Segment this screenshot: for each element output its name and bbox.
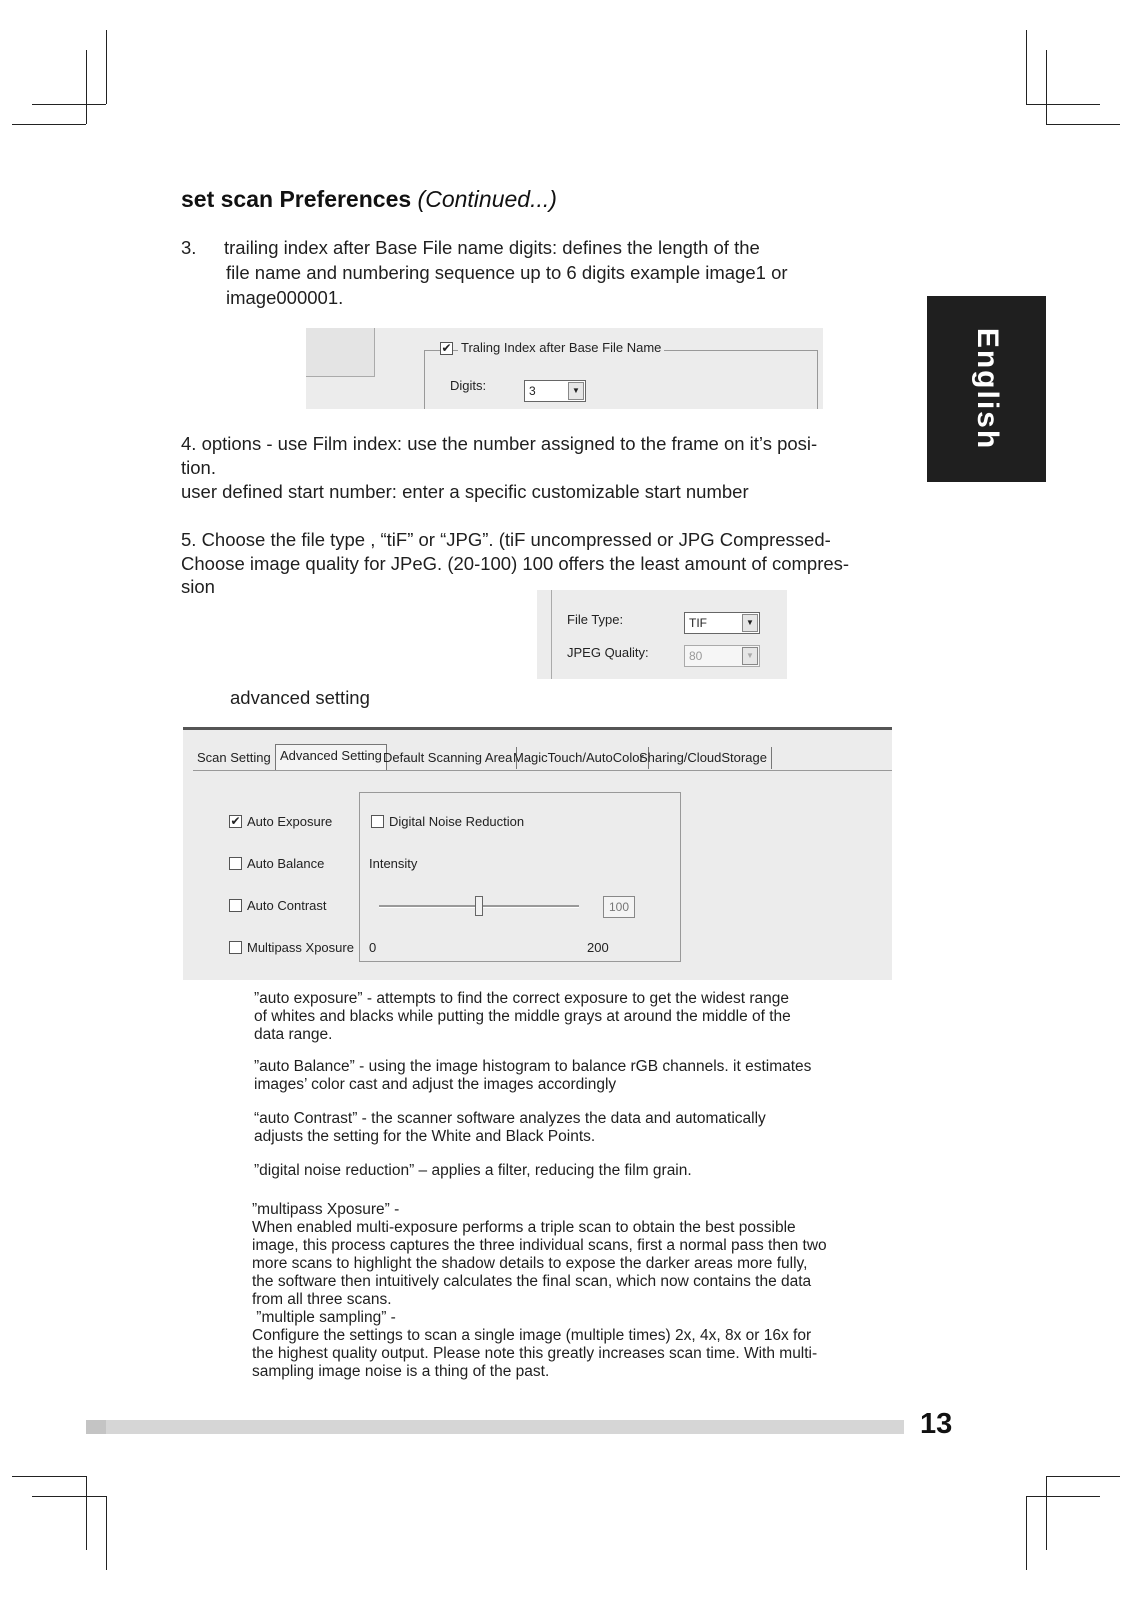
item4-line2: tion.	[181, 457, 216, 478]
desc-line: data range.	[254, 1026, 333, 1043]
desc-line: images’ color cast and adjust the images accordingly	[254, 1076, 617, 1093]
footer-bar	[86, 1420, 904, 1434]
auto-exposure-checkbox[interactable]: ✔	[230, 814, 241, 828]
left-panel	[306, 328, 375, 377]
desc-line: the software then intuitively calculates the final scan, which now contains the data	[252, 1273, 812, 1290]
jpeg-quality-label: JPEG Quality:	[567, 645, 649, 660]
advanced-setting-caption: advanced setting	[230, 687, 370, 708]
slider-max-label: 200	[587, 940, 609, 955]
multipass-xposure-checkbox[interactable]	[229, 941, 242, 954]
chevron-down-icon: ▼	[742, 647, 758, 665]
item3-line3: image000001.	[226, 287, 344, 308]
tab-advanced-setting[interactable]: Advanced Setting	[275, 744, 387, 771]
desc-line: sampling image noise is a thing of the past.	[252, 1363, 550, 1380]
desc-line: from all three scans.	[252, 1291, 392, 1308]
desc-line: ”digital noise reduction” – applies a filter, reducing the film grain.	[254, 1162, 692, 1179]
desc-line: the highest quality output. Please note this greatly increases scan time. With multi-	[252, 1345, 818, 1362]
item3-line1: trailing index after Base File name digits: defines the length of the	[224, 237, 760, 258]
chevron-down-icon: ▼	[568, 382, 584, 400]
jpeg-quality-select[interactable]	[684, 645, 760, 667]
tab-magictouch-autocolor[interactable]: MagicTouch/AutoColor	[509, 747, 649, 769]
desc-line: ”auto Balance” - using the image histogram to balance rGB channels. it estimates	[254, 1058, 812, 1075]
desc-line: “auto Contrast” - the scanner software analyzes the data and automatically	[254, 1110, 766, 1127]
desc-line: Configure the settings to scan a single image (multiple times) 2x, 4x, 8x or 16x for	[252, 1327, 812, 1344]
tab-sharing-cloudstorage[interactable]: Sharing/CloudStorage	[635, 747, 772, 769]
title-bold: set scan Preferences	[181, 186, 412, 212]
item4-line3: user defined start number: enter a specific customizable start number	[181, 481, 749, 502]
chevron-down-icon: ▼	[742, 614, 758, 632]
trailing-index-screenshot	[306, 328, 823, 409]
auto-contrast-checkbox[interactable]	[229, 899, 242, 912]
desc-line: ”multiple sampling” -	[252, 1309, 396, 1326]
file-type-label: File Type:	[567, 612, 624, 627]
trailing-index-checkbox[interactable]: ✔	[441, 341, 452, 355]
auto-contrast-label: Auto Contrast	[247, 898, 327, 913]
language-tab	[927, 296, 1046, 482]
intensity-slider[interactable]	[379, 896, 579, 916]
advanced-setting-screenshot	[183, 727, 892, 980]
digits-value: 3	[529, 384, 536, 398]
slider-thumb[interactable]	[475, 896, 483, 916]
file-type-value: TIF	[689, 616, 707, 630]
title-italic: (Continued...)	[417, 186, 557, 212]
item5-line2: Choose image quality for JPeG. (20-100) 100 offers the least amount of compres-	[181, 553, 850, 574]
jpeg-quality-value: 80	[689, 649, 703, 663]
intensity-label: Intensity	[369, 856, 418, 871]
digits-label: Digits:	[450, 378, 487, 393]
tab-divider	[193, 770, 892, 771]
tab-scan-setting[interactable]: Scan Setting	[193, 747, 276, 769]
slider-value-box[interactable]: 100	[603, 896, 635, 918]
desc-line: When enabled multi-exposure performs a triple scan to obtain the best possible	[252, 1219, 796, 1236]
page-title	[181, 186, 557, 213]
digits-select[interactable]	[524, 380, 586, 402]
trailing-index-label: Traling Index after Base File Name	[458, 340, 664, 355]
auto-balance-label: Auto Balance	[247, 856, 325, 871]
left-border	[537, 590, 552, 679]
multipass-xposure-label: Multipass Xposure	[247, 940, 354, 955]
desc-line: more scans to highlight the shadow details to expose the darker areas more fully,	[252, 1255, 808, 1272]
digital-noise-reduction-label: Digital Noise Reduction	[389, 814, 525, 829]
footer-bar-lead	[86, 1420, 106, 1434]
desc-line: ”multipass Xposure” -	[252, 1201, 400, 1218]
tab-default-scanning-area[interactable]: Default Scanning Area	[379, 747, 517, 769]
auto-balance-checkbox[interactable]	[229, 857, 242, 870]
desc-line: image, this process captures the three individual scans, first a normal pass then two	[252, 1237, 827, 1254]
file-type-screenshot	[537, 590, 787, 679]
desc-line: ”auto exposure” - attempts to find the correct exposure to get the widest range	[254, 990, 790, 1007]
file-type-select[interactable]	[684, 612, 760, 634]
desc-line: adjusts the setting for the White and Black Points.	[254, 1128, 596, 1145]
item3-number: 3.	[181, 237, 197, 258]
item4-line1: 4. options - use Film index: use the number assigned to the frame on it’s posi-	[181, 433, 818, 454]
desc-line: of whites and blacks while putting the middle grays at around the middle of the	[254, 1008, 791, 1025]
digital-noise-reduction-checkbox[interactable]	[371, 815, 384, 828]
item5-line3: sion	[181, 576, 215, 597]
item5-line1: 5. Choose the file type , “tiF” or “JPG”. (tiF uncompressed or JPG Compressed-	[181, 529, 831, 550]
page-number: 13	[920, 1408, 953, 1440]
item3-line2: file name and numbering sequence up to 6 digits example image1 or	[226, 262, 788, 283]
language-label: English	[970, 327, 1004, 451]
slider-min-label: 0	[369, 940, 377, 955]
auto-exposure-label: Auto Exposure	[247, 814, 333, 829]
